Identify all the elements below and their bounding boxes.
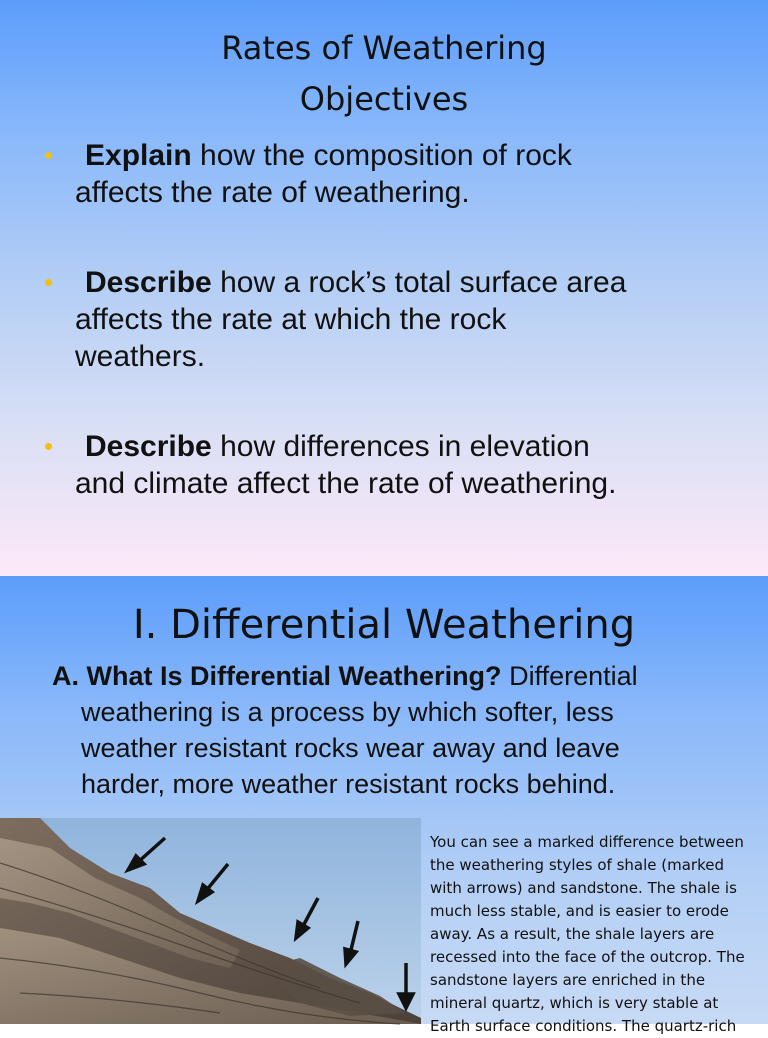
bullet-line: weathers. [75,340,206,373]
bullet-dot-icon: • [44,267,54,297]
objective-bullet-3 [44,428,724,502]
definition-line: harder, more weather resistant rocks behind. [81,769,616,799]
objective-bullet-1 [44,137,724,211]
bullet-dot-icon: • [44,431,54,461]
definition-heading: A. What Is Differential Weathering? [52,661,502,691]
bullet-text [44,137,724,211]
definition-paragraph [52,658,742,802]
bullet-text [44,264,724,375]
definition-rest: Differential [501,661,638,691]
slide-title: I. Differential Weathering [132,602,636,648]
bullet-line: affects the rate of weathering. [75,176,470,209]
bullet-line: and climate affect the rate of weathering. [75,467,617,500]
bullet-keyword: Describe [85,430,212,463]
bullet-dot-icon: • [44,140,54,170]
definition-line: weather resistant rocks wear away and leave [81,733,620,763]
bullet-keyword: Describe [85,266,212,299]
photo-caption: You can see a marked difference between the weathering styles of shale (marked with arrows) and sandstone. The shale is much less stable, and is easier to erode away. As a result, the shale layers are recessed into the face of the outcrop. The sandstone layers are enriched in the mineral quartz, which is very stable at Earth surface conditions. The quartz-rich [430,833,745,1035]
slide-title-line2: Objectives [299,80,469,118]
bullet-rest: how differences in elevation [211,430,590,463]
slide-title-line1: Rates of Weathering [221,29,547,67]
bullet-keyword: Explain [85,139,192,172]
outcrop-photo [0,818,421,1024]
bullet-line: affects the rate at which the rock [75,303,507,336]
bullet-text [44,428,724,502]
bullet-rest: how a rock’s total surface area [211,266,627,299]
bullet-rest: how the composition of rock [191,139,572,172]
definition-line: weathering is a process by which softer, less [81,697,614,727]
objective-bullet-2 [44,264,724,375]
slide-differential-weathering [0,576,768,1035]
